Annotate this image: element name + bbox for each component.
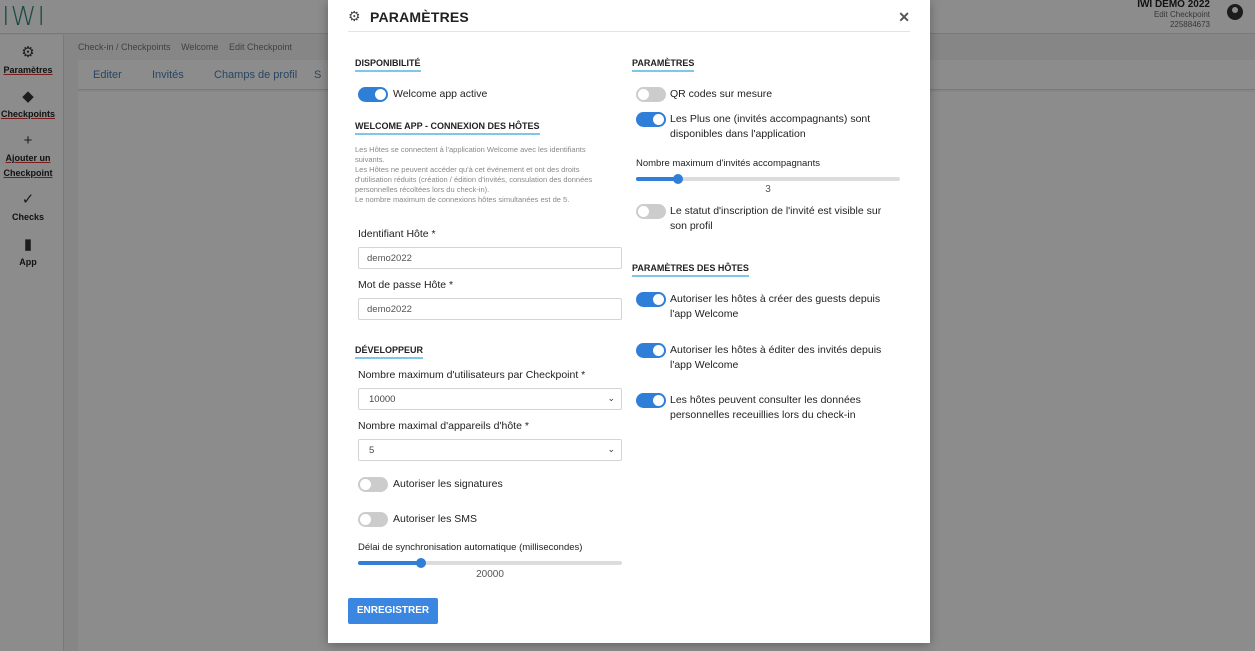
phone-icon: ▮ xyxy=(23,236,33,253)
section-connexion-hotes: WELCOME APP - CONNEXION DES HÔTES xyxy=(355,121,540,135)
hosts-create-toggle[interactable] xyxy=(636,292,666,307)
identifiant-label: Identifiant Hôte * xyxy=(358,228,436,240)
modal-header xyxy=(348,0,910,32)
account-name: IWI DEMO 2022 xyxy=(1137,0,1210,10)
chevron-down-icon: ⌄ xyxy=(607,444,615,454)
gear-icon: ⚙ xyxy=(348,8,361,24)
sync-label: Délai de synchronisation automatique (millisecondes) xyxy=(358,542,583,553)
sync-slider[interactable] xyxy=(358,561,622,565)
hosts-consult-label: Les hôtes peuvent consulter les données personnelles receuillies lors du check-in xyxy=(670,394,861,421)
breadcrumb-item[interactable]: Check-in / Checkpoints xyxy=(78,42,171,52)
max-users-select[interactable] xyxy=(358,388,622,410)
sidebar-item-label: Paramètres xyxy=(3,65,53,75)
tab-hidden[interactable]: S xyxy=(314,69,322,81)
sidebar-item-label: App xyxy=(19,257,37,267)
max-guests-value: 3 xyxy=(765,184,771,195)
section-parametres-hotes: PARAMÈTRES DES HÔTES xyxy=(632,263,749,277)
location-pin-icon: ◆ xyxy=(22,88,34,105)
sidebar-item-label: Checkpoints xyxy=(0,109,55,119)
max-devices-label: Nombre maximal d'appareils d'hôte * xyxy=(358,420,529,432)
sidebar-item-label: Ajouter un Checkpoint xyxy=(3,153,53,178)
hosts-create-label: Autoriser les hôtes à créer des guests depuis l'app Welcome xyxy=(670,293,881,320)
qr-codes-toggle[interactable] xyxy=(636,87,666,102)
slider-fill xyxy=(636,177,678,181)
sidebar-item-label: Checks xyxy=(11,212,45,222)
gear-icon: ⚙ xyxy=(21,44,35,61)
check-icon: ✓ xyxy=(21,191,35,208)
section-developpeur: DÉVELOPPEUR xyxy=(355,345,423,359)
section-disponibilite: DISPONIBILITÉ xyxy=(355,58,421,72)
save-button[interactable]: ENREGISTRER xyxy=(348,598,438,624)
password-input[interactable]: demo2022 xyxy=(358,298,622,320)
plus-icon: + xyxy=(23,132,33,149)
breadcrumb-item[interactable]: Welcome xyxy=(181,42,219,52)
modal-title: PARAMÈTRES xyxy=(370,9,469,25)
signatures-label: Autoriser les signatures xyxy=(393,478,503,490)
account-subtitle: Edit Checkpoint xyxy=(1153,10,1210,19)
max-guests-slider[interactable] xyxy=(636,177,900,181)
slider-thumb[interactable] xyxy=(673,174,683,184)
select-value: 10000 xyxy=(369,394,396,405)
statut-toggle[interactable] xyxy=(636,204,666,219)
password-label: Mot de passe Hôte * xyxy=(358,279,454,291)
identifiant-input[interactable]: demo2022 xyxy=(358,247,622,269)
iwi-logo: IWI xyxy=(2,2,47,32)
close-icon[interactable]: ✕ xyxy=(898,9,910,25)
welcome-app-label: Welcome app active xyxy=(393,88,488,100)
tab-editer[interactable]: Editer xyxy=(93,69,122,81)
tab-invites[interactable]: Invités xyxy=(152,69,184,81)
welcome-app-toggle[interactable] xyxy=(358,87,388,102)
hosts-edit-label: Autoriser les hôtes à éditer des invités depuis l'app Welcome xyxy=(670,344,882,371)
hosts-consult-toggle[interactable] xyxy=(636,393,666,408)
plus-one-toggle[interactable] xyxy=(636,112,666,127)
help-line: Les Hôtes ne peuvent accéder qu'à cet événement et ont des droits d'utilisation réduits (création / édition d'invités, consulation des données personnelles récoltées lors du check-in). xyxy=(355,165,593,194)
slider-fill xyxy=(358,561,421,565)
select-value: 5 xyxy=(369,445,375,456)
sync-value: 20000 xyxy=(476,569,504,580)
sms-label: Autoriser les SMS xyxy=(393,513,478,525)
section-parametres: PARAMÈTRES xyxy=(632,58,694,72)
tab-champs-de-profil[interactable]: Champs de profil xyxy=(214,69,298,81)
chevron-down-icon: ⌄ xyxy=(607,393,615,403)
max-devices-select[interactable] xyxy=(358,439,622,461)
plus-one-label: Les Plus one (invités accompagnants) sont disponibles dans l'application xyxy=(670,113,871,140)
max-users-label: Nombre maximum d'utilisateurs par Checkpoint * xyxy=(358,369,586,381)
qr-codes-label: QR codes sur mesure xyxy=(670,88,773,100)
help-line: Les Hôtes se connectent à l'application Welcome avec les identifiants suivants. xyxy=(355,145,586,164)
signatures-toggle[interactable] xyxy=(358,477,388,492)
breadcrumb-item[interactable]: Edit Checkpoint xyxy=(228,42,292,52)
sms-toggle[interactable] xyxy=(358,512,388,527)
help-line: Le nombre maximum de connexions hôtes simultanées est de 5. xyxy=(355,195,570,204)
account-id: 225884673 xyxy=(1169,20,1210,29)
slider-thumb[interactable] xyxy=(416,558,426,568)
max-guests-label: Nombre maximum d'invités accompagnants xyxy=(636,158,820,169)
statut-label: Le statut d'inscription de l'invité est visible sur son profil xyxy=(670,205,882,232)
help-text xyxy=(355,145,615,205)
hosts-edit-toggle[interactable] xyxy=(636,343,666,358)
settings-modal xyxy=(328,0,930,643)
